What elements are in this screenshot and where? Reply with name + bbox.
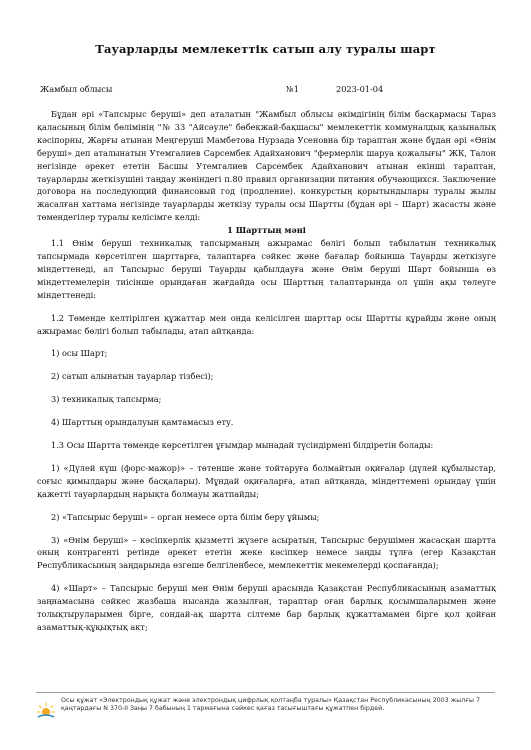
list-item: 2) сатып алынатын тауарлар тізбесі); bbox=[51, 371, 214, 382]
document-number: №1 bbox=[286, 84, 299, 94]
paragraph-1-3: 1.3 Осы Шартта төменде көрсетілген ұғымдар мынадай түсіндірмені білдіретін болады: bbox=[51, 440, 434, 451]
definition-item: 1) «Дүлей күш (форс-мажор)» – төтенше және тойтаруға болмайтын оқиғалар (дүлей құбылыстар, соғыс қимылдары және басқалары). Мұндай оқиғаларға, атап айтқанда, міндеттемені орындау үшін қажетті тауарлардың нарықта болмауы жатпайды; bbox=[37, 462, 496, 499]
intro-paragraph: Бұдан әрі «Тапсырыс беруші» деп аталатын "Жамбыл облысы әкімдігінің білім басқармасы Тараз қаласының білім бөлімінің "№ 33 "Айсәуле" бөбекжай-бақшасы" мемлекеттік коммуналдық қазыналық кәсіпорны, Жарғы атынан Меңгеруші Мамбетова Нурзада Усеновна бір тараптан және бұдан әрі «Өнім беруші» деп аталынатын Утемгалиев Сарсембек Адайханович "фермерлік шаруа қожалығы" ЖК, Талон негізінде әрекет ететін Басшы Утемгалиев Сарсембек Адайханович атынан екінші тараптан, тауарларды жеткізушіні таңдау жөніндегі п.80 правил организации питания обучающихся. Заключение договора на последующий финансовый год (продление). конкурстың қорытындылары туралы жылы жасалған хаттама негізінде тауарларды жеткізу туралы осы Шартты (бұдан әрі – Шарт) жасасты және төмендегілер туралы келісімге келді: bbox=[37, 109, 496, 223]
document-title: Тауарларды мемлекеттік сатып алу туралы шарт bbox=[95, 42, 436, 56]
list-item: 1) осы Шарт; bbox=[51, 348, 108, 359]
definition-item: 2) «Тапсырыс беруші» – орган немесе орта білім беру ұйымы; bbox=[51, 511, 320, 522]
document-footer bbox=[36, 692, 495, 737]
document-meta bbox=[40, 84, 495, 96]
document-body bbox=[37, 108, 496, 634]
document-date: 2023-01-04 bbox=[336, 84, 384, 94]
footer-notice: Осы құжат «Электрондық құжат және электрондық цифрлық қолтаңба туралы» Қазақстан Республикасының 2003 жылғы 7 қаңтардағы N 370-II Заңы 7 бабының 1 тармағына сәйкес қағаз тасығыштағы құжатпен бірдей. bbox=[61, 697, 480, 713]
section-heading: 1 Шарттың мәні bbox=[227, 225, 306, 236]
egov-sun-logo-icon bbox=[36, 701, 56, 721]
list-item: 4) Шарттың орындалуын қамтамасыз ету. bbox=[51, 417, 234, 428]
paragraph-1-1: 1.1 Өнім беруші техникалық тапсырманың ажырамас бөлігі болып табылатын техникалық тапсырмада көрсетілген шарттарға, талаптарға сәйкес және бағалар бойынша Тауарды жеткізуге міндеттенеді, ал Тапсырыс беруші Тауарды қабылдауға және Өнім беруші Шарт бойынша өз міндеттемелерін тиісінше орындаған жағдайда осы Шарттың талаптарында ол үшін ақы төлеуге міндеттенеді: bbox=[37, 238, 496, 300]
document-region: Жамбыл облысы bbox=[40, 84, 113, 94]
definition-item: 4) «Шарт» – Тапсырыс беруші мен Өнім беруші арасында Қазақстан Республикасының азаматтық заңнамасына сәйкес жазбаша нысанда жазылған, тараптар оған барлық қосымшаларымен және толықтыруларымен бірге, сондай-ақ шартта сілтеме бар барлық құжаттамамен бірге қол қойған азаматтық-құқықтық акт; bbox=[37, 583, 496, 632]
list-item: 3) техникалық тапсырма; bbox=[51, 394, 162, 405]
paragraph-1-2: 1.2 Төменде келтірілген құжаттар мен онда келісілген шарттар осы Шартты құрайды және оның ажырамас бөлігі болып табылады, атап айтқанда: bbox=[37, 312, 496, 336]
definition-item: 3) «Өнім беруші» – кәсіпкерлік қызметті жүзеге асыратын, Тапсырыс берушімен жасасқан шартта оның контрагенті ретінде әрекет ететін жеке кәсіпкер немесе заңды тұлға (егер Қазақстан Республикасының заңдарында өзгеше белгіленбесе, мемлекеттік мекемелерді қоспағанда); bbox=[37, 534, 496, 571]
